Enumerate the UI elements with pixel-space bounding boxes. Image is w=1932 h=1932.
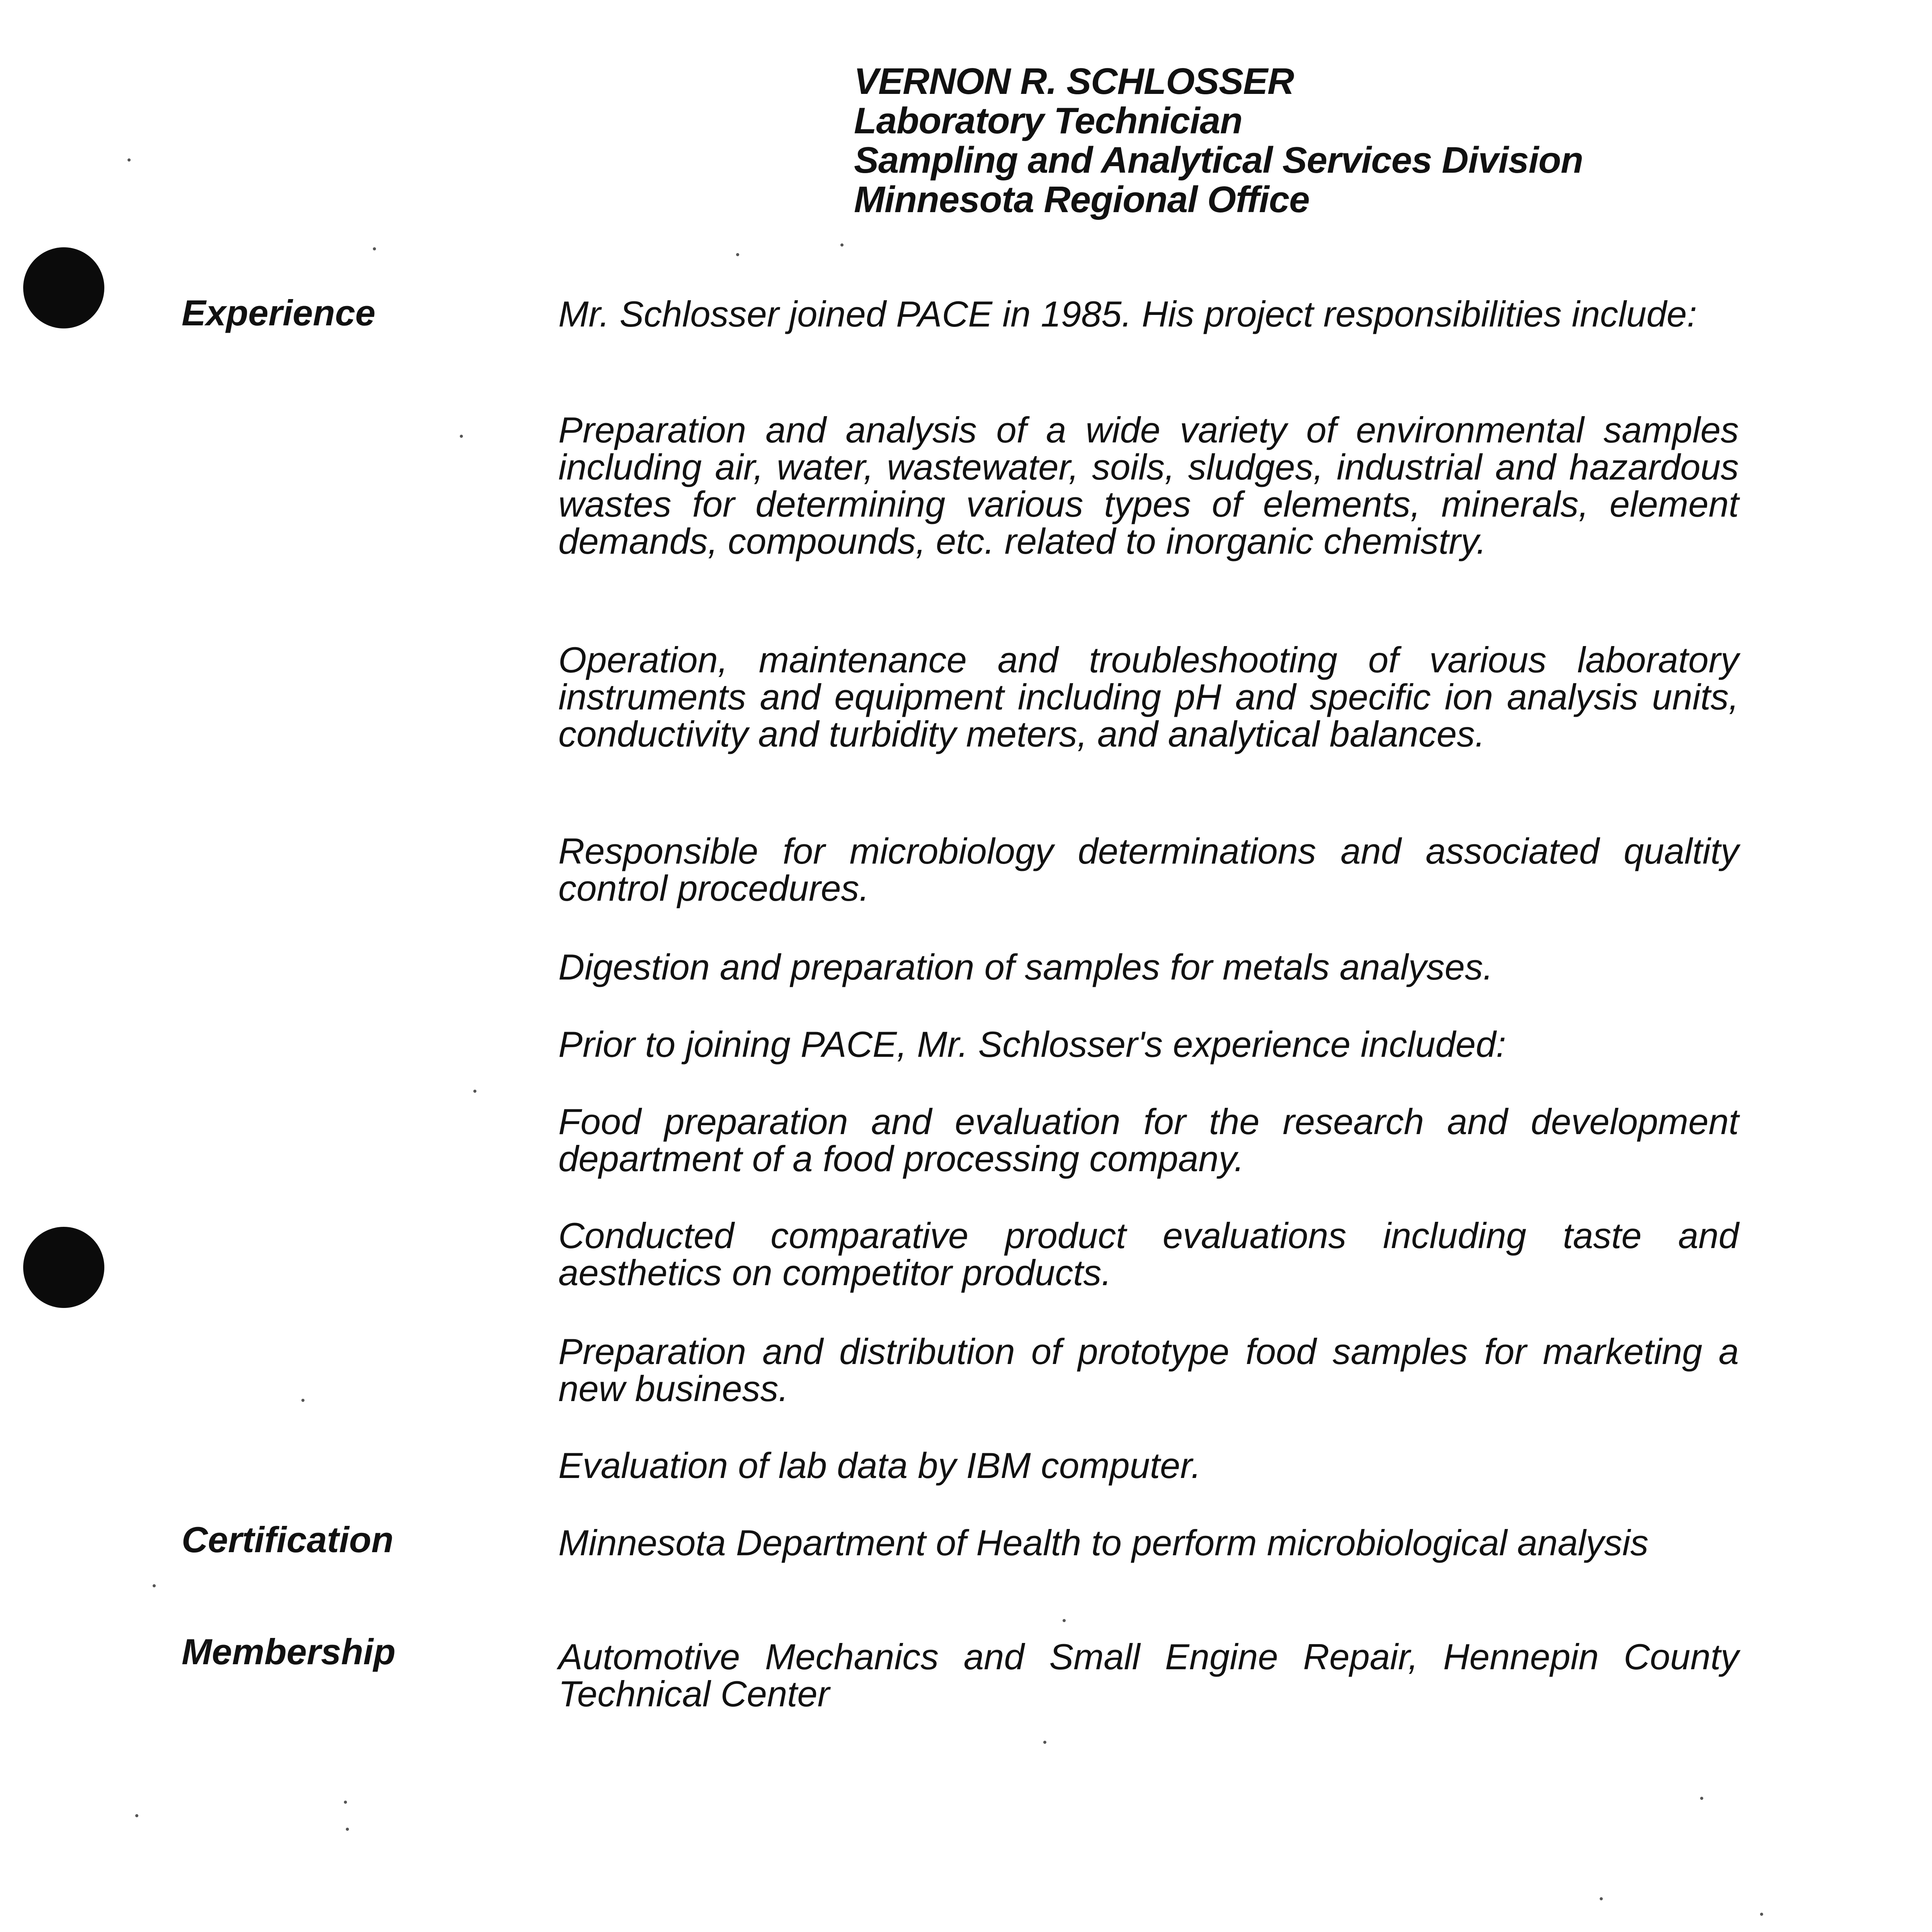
scan-speck bbox=[373, 247, 376, 250]
scan-speck bbox=[153, 1584, 156, 1587]
experience-paragraph-5: Digestion and preparation of samples for metals analyses. bbox=[558, 947, 1493, 987]
experience-paragraph-1: Mr. Schlosser joined PACE in 1985. His project responsibilities include: bbox=[558, 294, 1697, 334]
experience-paragraph-3: Operation, maintenance and troubleshooting of various laboratory instruments and equipment including pH and specific ion analysis units, conductivity and turbidity meters, and analytical balances. bbox=[558, 639, 1739, 754]
experience-paragraph-2: Preparation and analysis of a wide variety of environmental samples including air, water, wastewater, soils, sludges, industrial and hazardous wastes for determining various types of elements, minerals, element demands, compounds, etc. related to inorganic chemistry. bbox=[558, 410, 1739, 561]
binder-hole-top bbox=[23, 247, 104, 328]
experience-paragraph-8: Conducted comparative product evaluations including taste and aesthetics on competitor products. bbox=[558, 1215, 1739, 1293]
resume-header bbox=[854, 62, 1583, 219]
scan-speck bbox=[1700, 1797, 1703, 1800]
scan-speck bbox=[1600, 1897, 1603, 1900]
experience-paragraph-9: Preparation and distribution of prototype food samples for marketing a new business. bbox=[558, 1331, 1739, 1409]
experience-paragraph-7: Food preparation and evaluation for the research and development department of a food processing company. bbox=[558, 1101, 1739, 1179]
scan-speck bbox=[460, 435, 463, 438]
person-name: VERNON R. SCHLOSSER bbox=[854, 61, 1294, 102]
scan-speck bbox=[346, 1828, 349, 1831]
scan-speck bbox=[1063, 1619, 1066, 1622]
scan-speck bbox=[473, 1090, 476, 1093]
binder-hole-middle bbox=[23, 1227, 104, 1308]
scan-speck bbox=[128, 158, 131, 162]
scan-speck bbox=[1760, 1913, 1763, 1916]
job-title: Laboratory Technician bbox=[854, 100, 1242, 141]
experience-label: Experience bbox=[182, 293, 376, 333]
certification-label: Certification bbox=[182, 1519, 394, 1560]
scan-speck bbox=[301, 1399, 304, 1402]
experience-paragraph-4: Responsible for microbiology determinations and associated qualtity control procedures. bbox=[558, 831, 1739, 908]
scan-speck bbox=[736, 253, 739, 256]
certification-text: Minnesota Department of Health to perform microbiological analysis bbox=[558, 1522, 1649, 1563]
membership-text: Automotive Mechanics and Small Engine Repair, Hennepin County Technical Center bbox=[558, 1636, 1739, 1714]
division-name: Sampling and Analytical Services Division bbox=[854, 139, 1583, 181]
scan-speck bbox=[1043, 1741, 1046, 1744]
experience-paragraph-10: Evaluation of lab data by IBM computer. bbox=[558, 1445, 1201, 1486]
scan-speck bbox=[135, 1814, 138, 1817]
scan-speck bbox=[344, 1801, 347, 1804]
scan-speck bbox=[840, 243, 844, 247]
experience-paragraph-6: Prior to joining PACE, Mr. Schlosser's experience included: bbox=[558, 1024, 1506, 1065]
office-name: Minnesota Regional Office bbox=[854, 179, 1310, 220]
membership-label: Membership bbox=[182, 1631, 396, 1672]
